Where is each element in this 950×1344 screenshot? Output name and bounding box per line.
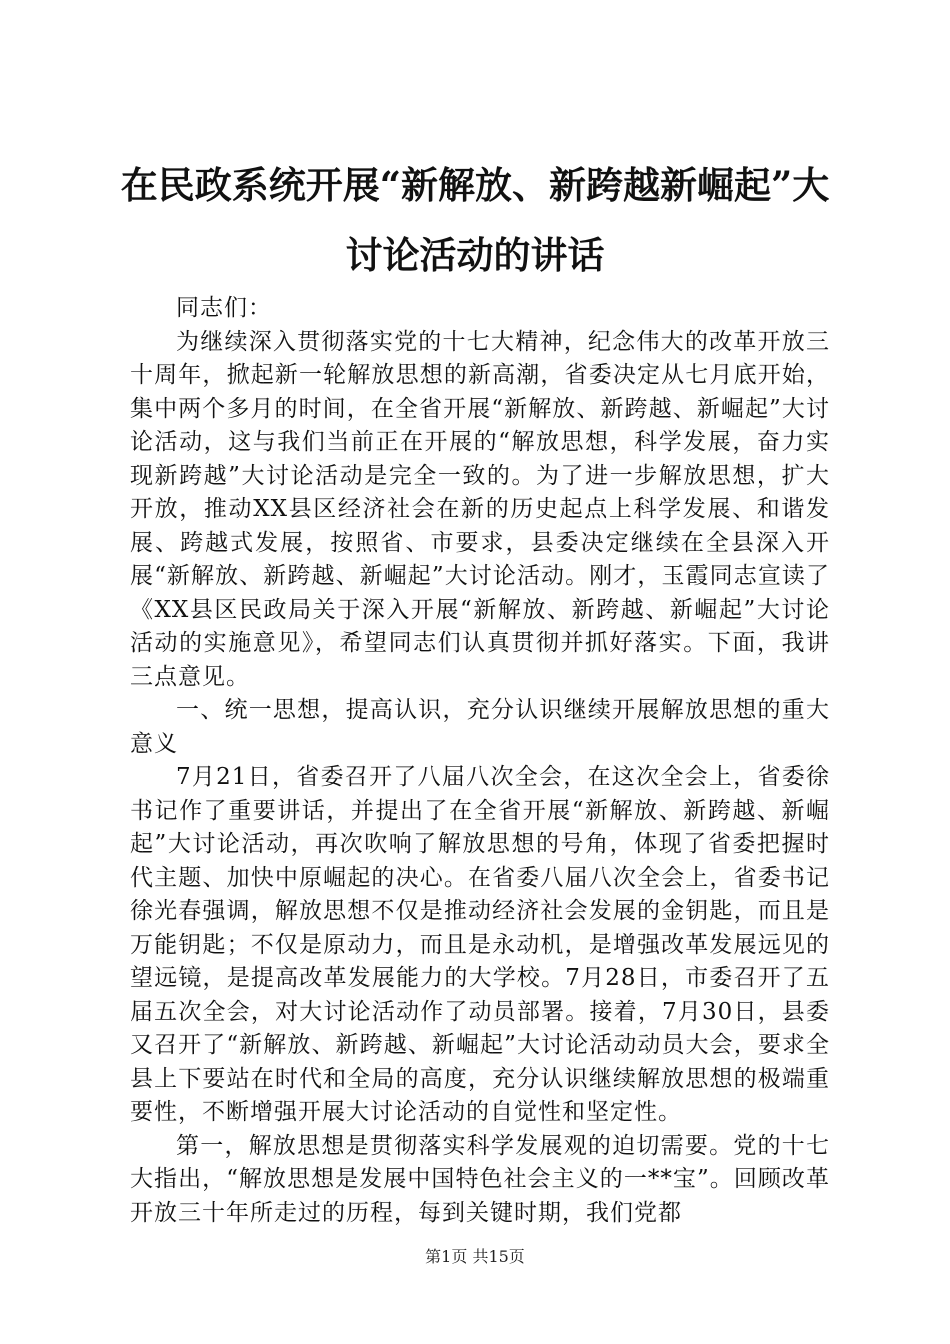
document-title: 在民政系统开展“新解放、新跨越新崛起”大讨论活动的讲话 xyxy=(120,163,830,277)
page-number: 第1页 共15页 xyxy=(425,1247,525,1266)
document-body xyxy=(130,292,830,1230)
section-heading-1: 一、统一思想，提高认识，充分认识继续开展解放思想的重大意义 xyxy=(130,697,830,757)
paragraph-background: 7月21日，省委召开了八届八次全会，在这次全会上，省委徐书记作了重要讲话，并提出了在全省开展“新解放、新跨越、新崛起”大讨论活动，再次吹响了解放思想的号角，体现了省委把握时代主题、加快中原崛起的决心。在省委八届八次全会上，省委书记徐光春强调，解放思想不仅是推动经济社会发展的金钥匙，而且是万能钥匙；不仅是原动力，而且是永动机，是增强改革发展远见的望远镜，是提高改革发展能力的大学校。7月28日，市委召开了五届五次全会，对大讨论活动作了动员部署。接着，7月30日，县委又召开了“新解放、新跨越、新崛起”大讨论活动动员大会，要求全县上下要站在时代和全局的高度，充分认识继续解放思想的极端重要性，不断增强开展大讨论活动的自觉性和坚定性。 xyxy=(130,764,830,1125)
paragraph-first-point: 第一，解放思想是贯彻落实科学发展观的迫切需要。党的十七大指出，“解放思想是发展中国特色社会主义的一**宝”。回顾改革开放三十年所走过的历程，每到关键时期，我们党都 xyxy=(130,1132,830,1226)
greeting: 同志们： xyxy=(176,295,272,321)
paragraph-intro: 为继续深入贯彻落实党的十七大精神，纪念伟大的改革开放三十周年，掀起新一轮解放思想的新高潮，省委决定从七月底开始，集中两个多月的时间，在全省开展“新解放、新跨越、新崛起”大讨论活动，这与我们当前正在开展的“解放思想，科学发展，奋力实现新跨越”大讨论活动是完全一致的。为了进一步解放思想，扩大开放，推动XX县区经济社会在新的历史起点上科学发展、和谐发展、跨越式发展，按照省、市要求，县委决定继续在全县深入开展“新解放、新跨越、新崛起”大讨论活动。刚才，玉霞同志宣读了《XX县区民政局关于深入开展“新解放、新跨越、新崛起”大讨论活动的实施意见》，希望同志们认真贯彻并抓好落实。下面，我讲三点意见。 xyxy=(130,328,830,690)
